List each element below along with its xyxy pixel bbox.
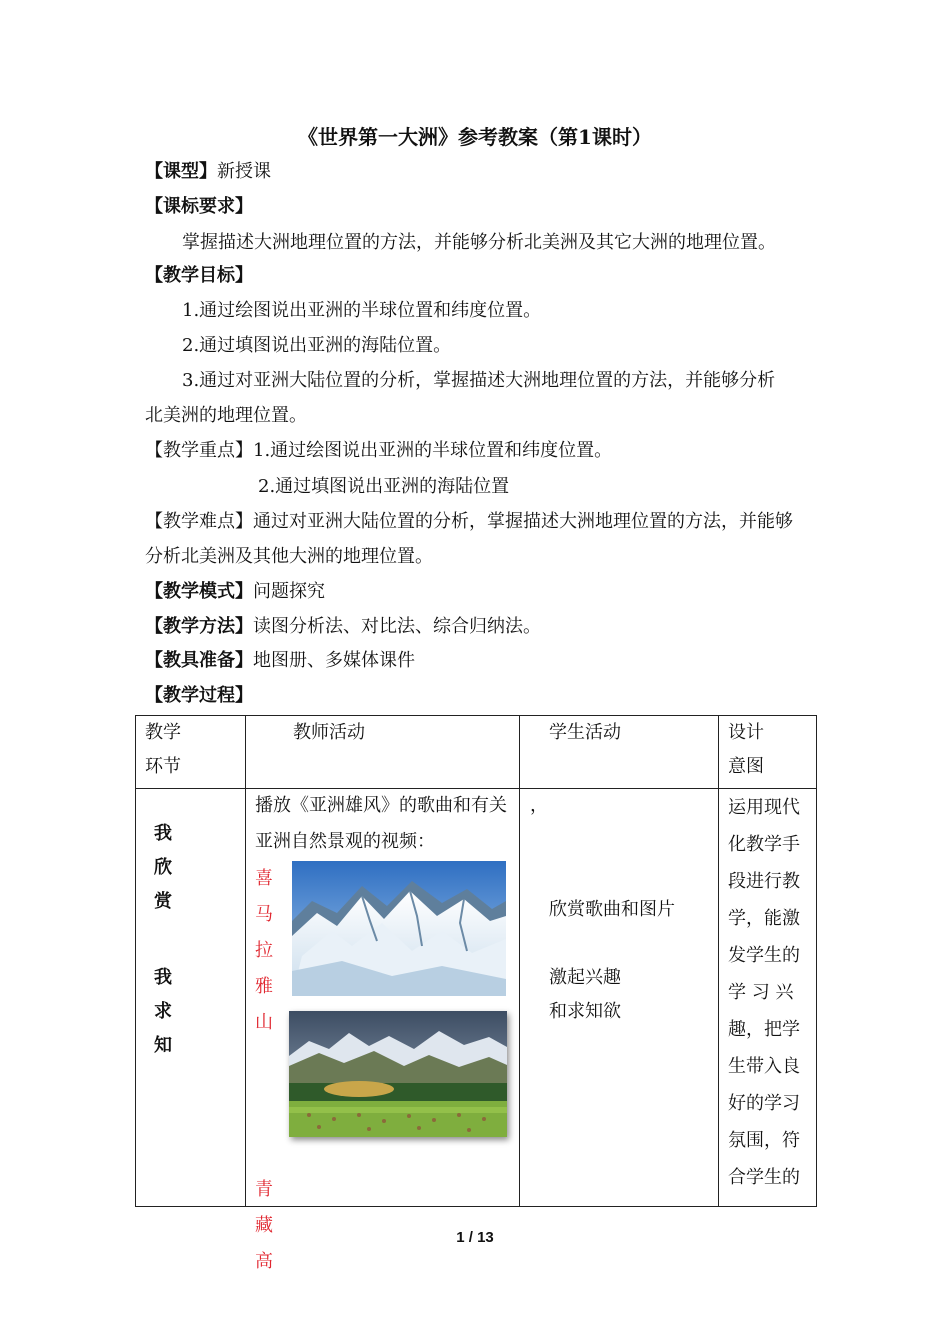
caption-plateau [255, 1172, 273, 1280]
goal-2: 2.通过填图说出亚洲的海陆位置。 [182, 335, 452, 356]
header-teacher [246, 716, 520, 789]
teacher-line: 亚洲自然景观的视频： [255, 831, 435, 852]
method-label: 【教学方法】 [145, 616, 253, 637]
header-teacher-label: 教师活动 [293, 722, 365, 743]
header-design [719, 716, 817, 789]
design-line: 段进行教 [728, 871, 800, 892]
teacher-line: 播放《亚洲雄风》的歌曲和有关 [255, 795, 507, 816]
stage-char: 我 [154, 823, 172, 844]
mode-row [145, 580, 325, 604]
goals-label: 【教学目标】 [145, 265, 253, 286]
student-activity-2: 激起兴趣 [549, 967, 621, 988]
header-stage-2: 环节 [145, 756, 181, 777]
header-design-1: 设计 [728, 722, 764, 743]
standard-text: 掌握描述大洲地理位置的方法，并能够分析北美洲及其它大洲的地理位置。 [182, 232, 776, 253]
design-text [728, 789, 800, 1196]
header-stage [136, 716, 246, 789]
caption-char: 拉 [255, 940, 273, 961]
tools-label: 【教具准备】 [145, 650, 253, 671]
snow-mountain-image [292, 861, 506, 996]
process-label: 【教学过程】 [145, 685, 253, 706]
course-type-value: 新授课 [217, 161, 271, 182]
standard-label: 【课标要求】 [145, 196, 253, 217]
caption-char: 藏 [255, 1215, 273, 1236]
course-type-label: 【课型】 [145, 161, 217, 182]
course-type-row [145, 160, 271, 184]
student-activity-1: 欣赏歌曲和图片 [549, 899, 675, 920]
caption-char: 高 [255, 1251, 273, 1272]
difficulty-line1: 通过对亚洲大陆位置的分析，掌握描述大洲地理位置的方法，并能够 [253, 511, 793, 532]
header-student-label: 学生活动 [549, 722, 621, 743]
stage-chars-b [154, 961, 172, 1063]
design-line: 趣，把学 [728, 1019, 800, 1040]
page-title: 《世界第一大洲》参考教案（第1课时） [298, 125, 652, 149]
header-design-2: 意图 [728, 756, 764, 777]
header-student [520, 716, 719, 789]
difficulty-label: 【教学难点】 [145, 511, 253, 532]
design-line: 运用现代 [728, 797, 800, 818]
design-line: 化教学手 [728, 834, 800, 855]
tools-value: 地图册、多媒体课件 [253, 650, 415, 671]
caption-char: 青 [255, 1179, 273, 1200]
caption-char: 马 [255, 904, 273, 925]
key-point-2: 2.通过填图说出亚洲的海陆位置 [258, 476, 510, 497]
stage-char: 知 [154, 1035, 172, 1056]
design-line: 合学生的 [728, 1167, 800, 1188]
stage-chars-a [154, 817, 172, 919]
goal-3-line2: 北美洲的地理位置。 [145, 405, 307, 426]
teacher-text [255, 788, 507, 860]
method-value: 读图分析法、对比法、综合归纳法。 [253, 616, 541, 637]
tools-row [145, 649, 415, 673]
design-line: 学，能激 [728, 908, 800, 929]
header-stage-1: 教学 [145, 722, 181, 743]
difficulty-line2: 分析北美洲及其他大洲的地理位置。 [145, 546, 433, 567]
caption-himalaya [255, 861, 273, 1041]
plateau-image [289, 1011, 507, 1137]
stage-cell [136, 789, 246, 1207]
table-row [136, 789, 817, 1207]
design-line: 发学生的 [728, 945, 800, 966]
goal-1: 1.通过绘图说出亚洲的半球位置和纬度位置。 [182, 300, 542, 321]
key-points-row [145, 439, 612, 463]
plateau-photo [289, 1011, 507, 1137]
page-number: 1 / 13 [456, 1229, 494, 1246]
design-line: 氛围，符 [728, 1130, 800, 1151]
table-header-row [136, 716, 817, 789]
difficulty-row [145, 510, 793, 534]
student-cell [520, 789, 719, 1207]
mode-value: 问题探究 [253, 581, 325, 602]
design-line: 学 习 兴 [728, 982, 794, 1003]
student-activity-3: 和求知欲 [549, 1001, 621, 1022]
caption-char: 山 [255, 1012, 273, 1033]
goal-3-line1: 3.通过对亚洲大陆位置的分析，掌握描述大洲地理位置的方法，并能够分析 [182, 370, 776, 391]
key-points-label: 【教学重点】 [145, 440, 253, 461]
design-cell [719, 789, 817, 1207]
key-point-1: 1.通过绘图说出亚洲的半球位置和纬度位置。 [253, 440, 613, 461]
method-row [145, 615, 541, 639]
himalaya-photo [292, 861, 506, 996]
design-line: 生带入良 [728, 1056, 800, 1077]
stage-char: 我 [154, 967, 172, 988]
stage-char: 赏 [154, 891, 172, 912]
stage-char: 欣 [154, 857, 172, 878]
design-line: 好的学习 [728, 1093, 800, 1114]
student-comma: ， [530, 795, 548, 816]
mode-label: 【教学模式】 [145, 581, 253, 602]
caption-char: 雅 [255, 976, 273, 997]
stage-char: 求 [154, 1001, 172, 1022]
caption-char: 喜 [255, 868, 273, 889]
